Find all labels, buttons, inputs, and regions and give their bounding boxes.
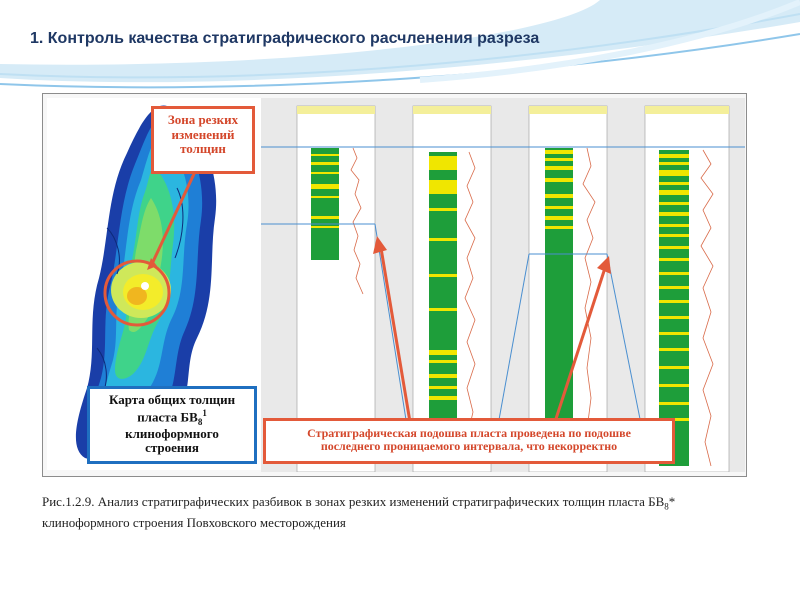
map-label-line: строения xyxy=(145,440,199,456)
map-label xyxy=(87,386,257,464)
caption-text-end: * клиноформного строения Повховского месторождения xyxy=(42,494,676,530)
map-label-line xyxy=(90,408,254,427)
map-label-line: Карта общих толщин xyxy=(108,392,236,407)
zone-callout xyxy=(151,106,255,174)
caption-subscript: 8 xyxy=(664,501,669,512)
figure xyxy=(42,93,747,477)
zone-callout-line: изменений xyxy=(171,126,235,142)
slide-title: 1. Контроль качества стратиграфического расчленения разреза xyxy=(30,30,540,47)
bottom-callout-line: Стратиграфическая подошва пласта проведена по подошве xyxy=(307,426,631,440)
well-correlation-panel xyxy=(261,98,745,472)
zone-callout-line: Зона резких xyxy=(167,112,239,127)
caption-text: Рис.1.2.9. Анализ стратиграфических разбивок в зонах резких изменений стратиграфических толщин пласта БВ xyxy=(42,494,665,509)
bottom-callout-line: последнего проницаемого интервала, что некорректно xyxy=(320,439,618,454)
map-label-superscript: 1 xyxy=(202,407,207,418)
map-label-line: клиноформного xyxy=(125,425,219,441)
map-label-subscript: 8 xyxy=(197,416,203,427)
zone-callout-line: толщин xyxy=(180,141,226,157)
bottom-callout xyxy=(263,418,675,464)
map-label-text: пласта БВ xyxy=(137,408,198,424)
figure-caption xyxy=(42,494,742,531)
